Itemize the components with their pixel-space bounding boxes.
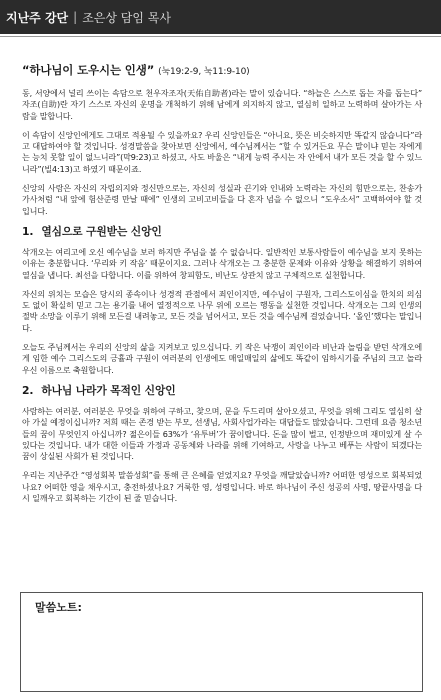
section-number: 2. [22, 383, 34, 397]
section-paragraph: 사람하는 여러분, 여러분은 무엇을 위하여 구하고, 찾으며, 문을 두드리며 살아오셨고, 무엇을 위해 그리도 열심히 살아 가실 예정이십니까? 저희 때는 존경 받는 부모, 선생님, 사회사업가라는 대답들도 많았습니다. 그런데 요즘 청소년들의 꿈이 무엇인지 아십니까? 젊은이들 63%가 ‘유투버’가 꿈이랍니다. 돈을 많이 벌고, 인정받으며 재미있게 살 수 있다는 것입니다. 내가 대한 이들과 가정과 공동체와 나라를 위해 기여하고, 사랑을 나누고 베푸는 사람이 되겠다는 꿈이 상실된 사회가 된 것입니다. [22, 405, 422, 462]
section-paragraph: 우리는 지난주간 “영성회복 말씀성회”를 통해 큰 은혜를 얻었지요? 무엇을 깨달았습니까? 어떠한 영성으로 회복되었나요? 어떠한 영을 채우시고, 충전하셨나요? 거룩한 영, 성령입니다. 바로 하나님이 주신 성공의 사명, 땅끝사명을 다시 일깨우고 회복하는 기간이 된 줄 믿습니다. [22, 470, 422, 504]
sermon-title-line [22, 62, 422, 80]
intro-paragraph: 이 속담이 신앙인에게도 그대로 적용될 수 있을까요? 우리 신앙인들은 “아니요, 뜻은 비슷하지만 똑같지 않습니다”라고 대답하여야 할 것입니다. 성경말씀을 찾아보면 신앙에서, 예수님께서는 “할 수 있거든요 무슨 말이냐 믿는 자에게는 능치 못할 일이 없느니라”(막9:23)고 하셨고, 사도 바울은 “내게 능력 주시는 자 안에서 내가 모든 것을 할 수 있느니라”(빌4:13)고 하였기 때문이죠. [22, 129, 422, 174]
sermon-notes-box[interactable] [20, 592, 423, 692]
pastor-label: 조은상 담임 목사 [82, 10, 171, 25]
section-title: 열심으로 구원받는 신앙인 [41, 224, 162, 238]
section-title: 하나님 나라가 목적인 신앙인 [41, 383, 176, 397]
section-paragraph: 오늘도 주님께서는 우리의 신앙의 삶을 지켜보고 있으십니다. 키 작은 낙쟁이 죄인이라 비난과 놀림을 받던 삭개오에게 임한 예수 그리스도의 긍휼과 구원이 여러분의 인생에도 매일매일의 삶에도 똑같이 임하시기를 주님의 크고 놀라우신 이름으로 축원합니다. [22, 342, 422, 375]
sermon-body [22, 62, 422, 512]
intro-paragraph: 동, 서양에서 널리 쓰이는 속담으로 천우자조자(天佑自助者)라는 말이 있습니다. “하늘은 스스로 돕는 자를 돕는다” 자조(自助)란 자기 스스로 자신의 운명을 개척하기 위해 남에게 의지하지 않고, 열심히 일하고 노력하며 살아가는 사람을 말합니다. [22, 88, 422, 121]
notes-label: 말씀노트: [35, 601, 82, 614]
section-paragraph: 삭개오는 여리고에 오신 예수님을 보러 하지만 주님을 볼 수 없습니다. 일반적인 보통사람들이 예수님을 보지 못하는 이유는 충분합니다. ‘무리와 키 작음’ 때문이지요. 그러나 삭개오는 그 충분한 문제와 이유와 상황을 해결하기 위하여 열심을 냅니다. 최선을 다합니다. 이를 위하여 창피함도, 비난도 상관치 않고 구체적으로 실천합니다. [22, 246, 422, 280]
section-heading [22, 225, 422, 239]
section-number: 1. [22, 224, 34, 238]
sermon-title: “하나님이 도우시는 인생” [22, 63, 155, 77]
header-separator: | [73, 10, 78, 24]
section-paragraph: 자신의 위치는 모습은 당시의 종속이나 성경적 관점에서 죄인이지만, 예수님이 구원자, 그리스도이심을 한치의 의심도 없이 확실히 믿고 그는 용기를 내어 열정적으로 나무 위에 오르는 행동을 실천한 것입니다. 삭개오는 그의 인생의 절박 소망을 이루기 위해 모든걸 내려놓고, 모든 것을 넘어서고, 모든 것을 예수님께 걸었습니다. ‘올인’했다는 말입니다. [22, 288, 422, 333]
intro-paragraph: 신앙의 사람은 자신의 자립의지와 정신만으로는, 자신의 성실과 끈기와 인내와 노력라는 자신의 힘만으로는, 찬송가 가사처럼 “내 앞에 험산준령 만날 때에” 인생의 고비고비들을 다 혼자 넘을 수 없으니 “도우소서” 고백하여야 할 것입니다. [22, 183, 422, 216]
section-label: 지난주 강단 [6, 10, 69, 25]
header-divider [0, 36, 441, 37]
page-header [0, 0, 441, 34]
section-heading [22, 384, 422, 398]
scripture-reference: (눅19:2-9, 눅11:9-10) [158, 67, 250, 77]
